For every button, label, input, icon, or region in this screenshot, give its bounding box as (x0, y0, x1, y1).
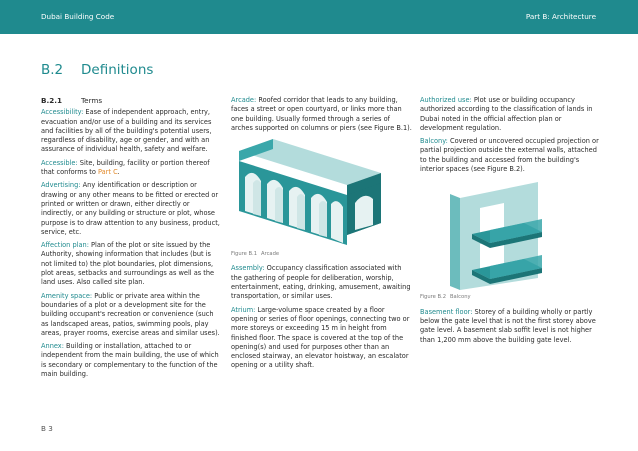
figure-label: Arcade (261, 251, 280, 258)
definition-term: Balcony: (420, 137, 448, 146)
definition-term: Affection plan: (41, 241, 89, 250)
figure-caption-arcade (231, 250, 413, 259)
definition-end: . (117, 168, 120, 177)
definition-authorized-use (420, 96, 602, 133)
figure-caption-balcony (420, 293, 602, 302)
definition-term: Accessible: (41, 158, 78, 167)
subsection-title: Terms (81, 96, 103, 105)
column-middle (231, 96, 413, 375)
definition-term: Arcade: (231, 96, 257, 104)
definition-text: Building or installation, attached to or independent from the main building, the use of which is secondary or complementary to the function of the main building. (41, 342, 219, 379)
part-title: Part B: Architecture (525, 12, 596, 21)
definition-atrium (231, 306, 413, 371)
figure-number: Figure B.2 (420, 294, 446, 301)
section-title: Definitions (81, 62, 154, 78)
definition-term: Advertising: (41, 181, 81, 190)
part-c-link[interactable]: Part C (97, 168, 118, 177)
figure-number: Figure B.1 (231, 251, 257, 258)
definition-text: Site, building, facility or portion thereof that conforms to (41, 158, 210, 177)
figure-balcony (420, 178, 602, 290)
figure-arcade (231, 137, 413, 247)
definition-text: Any identification or description or drawing or any other means to be fitted or erected or printed or written or drawn, either directly or indirectly, or any building or structure or plot, whose purpose is to draw attention to any business, product, service, etc. (41, 181, 220, 236)
figure-label: Balcony (450, 294, 471, 301)
definition-affection-plan (41, 241, 221, 287)
subsection-number: B.2.1 (41, 96, 62, 105)
definition-text: Plot use or building occupancy authorized according to the classification of lands in Dubai noted in the official affection plan or development regulation. (420, 96, 593, 132)
definition-text: Public or private area within the boundaries of a plot or a development site for the building occupant's recreation or convenience (such as landscaped areas, patios, swimming pools, play areas, prayer rooms, exercise areas and similar uses). (41, 291, 220, 337)
page-header (0, 0, 638, 34)
definition-text: Occupancy classification associated with the gathering of people for deliberation, worship, entertainment, eating, drinking, amusement, awaiting transportation, or similar uses. (231, 264, 411, 301)
definition-advertising (41, 181, 221, 237)
definition-term: Annex: (41, 342, 64, 351)
section-heading (41, 62, 153, 78)
definition-term: Accessibility: (41, 108, 84, 117)
document-title: Dubai Building Code (41, 12, 115, 21)
definition-balcony (420, 137, 602, 174)
arcade-illustration (231, 137, 391, 247)
section-number: B.2 (41, 62, 64, 78)
definition-amenity-space (41, 292, 221, 338)
definition-accessibility (41, 108, 221, 154)
balcony-illustration (420, 178, 580, 290)
subsection-heading (41, 96, 221, 105)
definition-text: Covered or uncovered occupied projection or partial projection outside the external walls, attached to the building and accessed from the building's interior spaces (see Figure B.2). (420, 137, 599, 174)
definition-term: Atrium: (231, 305, 256, 314)
definition-annex (41, 342, 221, 379)
definition-term: Basement floor: (420, 307, 473, 316)
definition-term: Amenity space: (41, 291, 93, 300)
definition-term: Authorized use: (420, 96, 472, 104)
definition-text: Plan of the plot or site issued by the Authority, showing information that includes (but is not limited to) the plot boundaries, plot dimensions, plot areas, setbacks and surroundings as well as the land uses. Also called site plan. (41, 241, 215, 287)
column-left (41, 96, 221, 383)
definition-text: Large-volume space created by a floor opening or series of floor openings, connecting two or more storeys or exceeding 15 m in height from finished floor. The space is covered at the top of the opening(s) and used for purposes other than an enclosed stairway, an elevator hoistway, an escalator opening or a utility shaft. (231, 305, 410, 370)
definition-arcade (231, 96, 413, 133)
definition-text: Ease of independent approach, entry, evacuation and/or use of a building and its services and facilities by all of the building's potential users, regardless of disability, age or gender, and with an assurance of individual health, safety and welfare. (41, 108, 212, 154)
definition-text: Roofed corridor that leads to any building, faces a street or open courtyard, or links more than one building. Usually formed through a series of arches supported on columns or piers (see Figure B.1). (231, 96, 412, 132)
definition-text: Storey of a building wholly or partly below the gate level that is not the first storey above gate level. A basement slab soffit level is not higher than 1,200 mm above the building gate level. (420, 307, 596, 344)
column-right (420, 96, 602, 349)
page-number: B 3 (41, 424, 53, 433)
definition-accessible (41, 159, 221, 178)
definition-assembly (231, 264, 413, 301)
definition-basement-floor (420, 308, 602, 345)
definition-term: Assembly: (231, 264, 265, 273)
